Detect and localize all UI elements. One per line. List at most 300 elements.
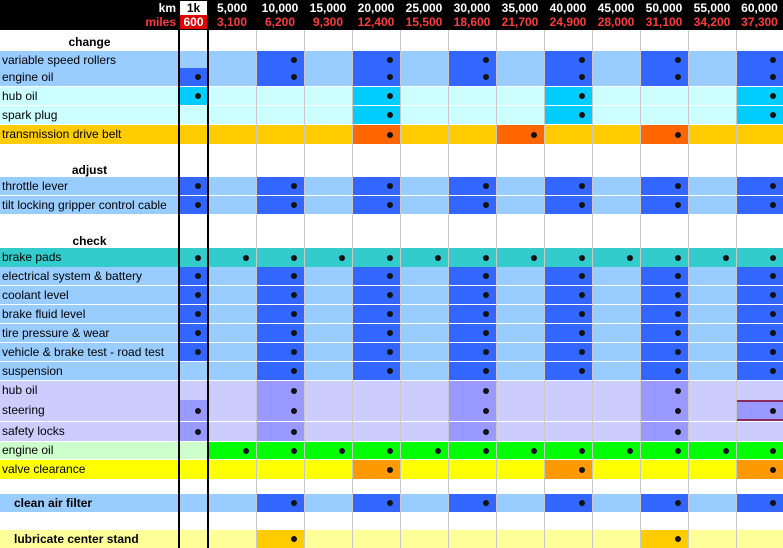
service-cell [688, 51, 736, 69]
service-cell [208, 343, 256, 361]
service-dot-icon [579, 93, 585, 99]
service-cell [592, 343, 640, 361]
service-cell [736, 422, 783, 441]
service-dot-icon [195, 93, 201, 99]
service-cell [304, 267, 352, 285]
row-label: safety locks [2, 424, 65, 438]
service-cell [496, 68, 544, 86]
service-dot-icon [483, 57, 489, 63]
service-dot-icon [675, 448, 681, 454]
service-cell [400, 343, 448, 361]
service-cell [496, 422, 544, 441]
service-cell [592, 51, 640, 69]
service-cell [304, 196, 352, 214]
service-dot-icon [387, 273, 393, 279]
service-cell [592, 87, 640, 105]
service-cell [304, 106, 352, 124]
service-cell [208, 530, 256, 548]
miles-header-cell: 12,400 [357, 15, 395, 29]
service-cell-marked [179, 422, 208, 441]
service-cell-marked [179, 196, 208, 214]
row-label: coolant level [2, 288, 69, 302]
service-dot-icon [339, 255, 345, 261]
service-cell [400, 125, 448, 144]
service-cell [496, 362, 544, 380]
service-dot-icon [675, 388, 681, 394]
service-dot-icon [195, 183, 201, 189]
service-cell [208, 267, 256, 285]
service-cell [448, 530, 496, 548]
service-dot-icon [291, 536, 297, 542]
service-dot-icon [770, 349, 776, 355]
service-dot-icon [291, 255, 297, 261]
service-dot-icon [675, 273, 681, 279]
service-dot-icon [195, 349, 201, 355]
service-dot-icon [243, 255, 249, 261]
service-cell [304, 177, 352, 195]
service-cell [592, 460, 640, 479]
service-cell [592, 267, 640, 285]
service-cell [352, 400, 400, 421]
service-cell [208, 286, 256, 304]
row-label: vehicle & brake test - road test [2, 345, 165, 359]
service-cell [448, 460, 496, 479]
service-cell [304, 305, 352, 323]
service-dot-icon [435, 255, 441, 261]
service-dot-icon [195, 311, 201, 317]
service-dot-icon [195, 202, 201, 208]
service-cell [400, 267, 448, 285]
service-cell [496, 305, 544, 323]
service-dot-icon [579, 330, 585, 336]
grid-line [640, 30, 641, 548]
service-dot-icon [770, 255, 776, 261]
service-cell [256, 460, 304, 479]
service-cell [304, 343, 352, 361]
service-cell-marked [179, 177, 208, 195]
service-dot-icon [770, 500, 776, 506]
service-cell [688, 125, 736, 144]
service-dot-icon [483, 74, 489, 80]
service-dot-icon [483, 388, 489, 394]
row-label: hub oil [2, 89, 38, 103]
service-cell [592, 305, 640, 323]
service-dot-icon [195, 292, 201, 298]
service-cell [688, 106, 736, 124]
service-cell [592, 494, 640, 512]
service-cell [400, 196, 448, 214]
km-header-cell: 25,000 [405, 1, 443, 15]
service-dot-icon [387, 132, 393, 138]
service-dot-icon [770, 202, 776, 208]
service-cell [544, 125, 592, 144]
service-cell [400, 381, 448, 400]
service-dot-icon [339, 448, 345, 454]
service-dot-icon [675, 132, 681, 138]
grid-line [688, 30, 689, 548]
service-cell [736, 125, 783, 144]
service-cell [640, 106, 688, 124]
service-dot-icon [579, 255, 585, 261]
service-cell [256, 125, 304, 144]
service-dot-icon [387, 349, 393, 355]
service-dot-icon [770, 183, 776, 189]
service-dot-icon [291, 57, 297, 63]
service-cell [400, 324, 448, 342]
service-dot-icon [195, 273, 201, 279]
service-dot-icon [770, 93, 776, 99]
km-header-label: km [158, 1, 176, 15]
service-dot-icon [531, 132, 537, 138]
miles-header-cell: 28,000 [597, 15, 635, 29]
service-cell [352, 530, 400, 548]
service-cell [736, 530, 783, 548]
service-cell [208, 196, 256, 214]
service-cell-marked [179, 305, 208, 323]
service-cell [688, 400, 736, 421]
service-dot-icon [291, 183, 297, 189]
service-cell-marked [179, 400, 208, 421]
service-cell [688, 422, 736, 441]
service-cell [688, 343, 736, 361]
service-cell [496, 196, 544, 214]
service-cell [496, 51, 544, 69]
service-cell [400, 362, 448, 380]
service-dot-icon [195, 429, 201, 435]
service-cell [208, 381, 256, 400]
service-dot-icon [579, 74, 585, 80]
service-cell [448, 106, 496, 124]
service-dot-icon [579, 500, 585, 506]
service-dot-icon [483, 330, 489, 336]
service-cell [592, 196, 640, 214]
service-cell [496, 460, 544, 479]
service-dot-icon [579, 292, 585, 298]
service-cell [688, 305, 736, 323]
grid-line [736, 30, 737, 548]
miles-header-cell: 24,900 [549, 15, 587, 29]
row-label: clean air filter [14, 496, 93, 510]
service-cell [208, 125, 256, 144]
service-cell [304, 460, 352, 479]
service-cell [688, 87, 736, 105]
service-cell-marked [179, 68, 208, 86]
service-dot-icon [483, 255, 489, 261]
service-dot-icon [195, 330, 201, 336]
service-dot-icon [387, 74, 393, 80]
service-dot-icon [291, 202, 297, 208]
service-cell [592, 177, 640, 195]
row-label: steering [2, 403, 45, 417]
service-dot-icon [291, 330, 297, 336]
service-cell [688, 68, 736, 86]
row-label: transmission drive belt [2, 127, 122, 141]
service-cell [208, 68, 256, 86]
row-label: valve clearance [2, 462, 86, 476]
service-dot-icon [387, 202, 393, 208]
row-label: hub oil [2, 383, 38, 397]
service-dot-icon [291, 292, 297, 298]
grid-line [400, 30, 401, 548]
service-cell [400, 87, 448, 105]
miles-header-cell: 15,500 [405, 15, 443, 29]
service-cell [400, 422, 448, 441]
service-cell [496, 494, 544, 512]
service-cell [448, 125, 496, 144]
highlight-outline [736, 400, 783, 421]
miles-header-cell: 18,600 [453, 15, 491, 29]
service-cell-marked [179, 87, 208, 105]
service-dot-icon [387, 330, 393, 336]
service-dot-icon [387, 112, 393, 118]
service-cell [400, 286, 448, 304]
service-cell [208, 87, 256, 105]
service-dot-icon [195, 255, 201, 261]
service-dot-icon [675, 408, 681, 414]
row-label: engine oil [2, 443, 54, 457]
service-dot-icon [243, 448, 249, 454]
km-header-cell: 20,000 [357, 1, 395, 15]
service-dot-icon [770, 292, 776, 298]
service-dot-icon [291, 368, 297, 374]
service-dot-icon [579, 202, 585, 208]
service-cell [352, 422, 400, 441]
service-cell [688, 286, 736, 304]
service-cell [179, 530, 208, 548]
service-cell-marked [179, 267, 208, 285]
service-dot-icon [291, 429, 297, 435]
service-cell-marked [179, 286, 208, 304]
service-dot-icon [579, 368, 585, 374]
service-dot-icon [291, 408, 297, 414]
service-dot-icon [723, 255, 729, 261]
service-cell [592, 530, 640, 548]
service-cell [208, 494, 256, 512]
row-label: brake pads [2, 250, 62, 264]
miles-header-cell: 37,300 [741, 15, 778, 29]
service-cell [592, 422, 640, 441]
miles-header-cell: 31,100 [645, 15, 683, 29]
service-cell [208, 400, 256, 421]
service-cell [208, 460, 256, 479]
service-cell [592, 362, 640, 380]
service-dot-icon [387, 183, 393, 189]
service-cell [304, 530, 352, 548]
service-cell [208, 305, 256, 323]
service-dot-icon [579, 311, 585, 317]
service-cell [544, 530, 592, 548]
service-dot-icon [627, 255, 633, 261]
service-dot-icon [675, 368, 681, 374]
service-cell [179, 362, 208, 380]
column-divider [178, 0, 180, 548]
service-cell [688, 494, 736, 512]
service-cell [496, 286, 544, 304]
service-dot-icon [483, 368, 489, 374]
section-title-adjust: adjust [71, 163, 108, 177]
service-dot-icon [435, 448, 441, 454]
service-dot-icon [770, 448, 776, 454]
service-dot-icon [579, 273, 585, 279]
service-dot-icon [770, 368, 776, 374]
service-dot-icon [483, 273, 489, 279]
row-label: tilt locking gripper control cable [2, 198, 167, 212]
service-cell [544, 400, 592, 421]
service-cell [179, 51, 208, 69]
km-header-cell: 60,000 [741, 1, 778, 15]
service-cell [179, 125, 208, 144]
service-cell [688, 324, 736, 342]
km-header-cell: 5,000 [216, 1, 248, 15]
row-label: throttle lever [2, 179, 69, 193]
service-cell [640, 87, 688, 105]
service-dot-icon [579, 349, 585, 355]
row-label: lubricate center stand [14, 532, 139, 546]
service-cell [496, 400, 544, 421]
service-cell [592, 381, 640, 400]
service-dot-icon [483, 448, 489, 454]
service-cell [640, 460, 688, 479]
service-cell [400, 106, 448, 124]
service-dot-icon [291, 349, 297, 355]
service-cell [688, 530, 736, 548]
service-dot-icon [387, 448, 393, 454]
service-dot-icon [291, 448, 297, 454]
service-cell [179, 106, 208, 124]
grid-line [496, 30, 497, 548]
service-cell [400, 400, 448, 421]
service-dot-icon [770, 74, 776, 80]
service-dot-icon [483, 429, 489, 435]
service-cell [496, 530, 544, 548]
service-dot-icon [291, 388, 297, 394]
service-cell [304, 87, 352, 105]
service-cell [496, 343, 544, 361]
service-cell [304, 68, 352, 86]
km-header-cell: 40,000 [549, 1, 587, 15]
row-label: brake fluid level [2, 307, 86, 321]
service-dot-icon [483, 292, 489, 298]
service-cell [496, 324, 544, 342]
service-dot-icon [770, 330, 776, 336]
service-dot-icon [195, 408, 201, 414]
service-dot-icon [675, 74, 681, 80]
service-dot-icon [387, 467, 393, 473]
service-cell [208, 177, 256, 195]
service-dot-icon [675, 500, 681, 506]
service-dot-icon [531, 448, 537, 454]
miles-header-cell: 3,100 [216, 15, 248, 29]
service-dot-icon [483, 500, 489, 506]
service-cell [400, 530, 448, 548]
service-dot-icon [770, 467, 776, 473]
service-dot-icon [675, 311, 681, 317]
service-dot-icon [483, 408, 489, 414]
km-header-cell: 1k [179, 1, 208, 15]
service-cell [304, 381, 352, 400]
service-dot-icon [770, 311, 776, 317]
service-cell [208, 106, 256, 124]
km-header-cell: 35,000 [501, 1, 539, 15]
section-title-check: check [72, 234, 107, 248]
service-dot-icon [387, 57, 393, 63]
service-cell [400, 460, 448, 479]
service-cell [688, 177, 736, 195]
service-cell [352, 381, 400, 400]
service-dot-icon [483, 311, 489, 317]
service-cell [544, 422, 592, 441]
row-label: suspension [2, 364, 63, 378]
service-dot-icon [291, 273, 297, 279]
service-dot-icon [770, 273, 776, 279]
miles-header-cell: 34,200 [693, 15, 731, 29]
service-dot-icon [675, 330, 681, 336]
km-header-cell: 10,000 [261, 1, 299, 15]
service-cell [544, 381, 592, 400]
service-cell [496, 267, 544, 285]
service-dot-icon [387, 292, 393, 298]
service-dot-icon [291, 311, 297, 317]
service-cell [592, 106, 640, 124]
service-cell [688, 460, 736, 479]
service-dot-icon [770, 112, 776, 118]
service-cell [400, 305, 448, 323]
service-dot-icon [579, 448, 585, 454]
service-dot-icon [483, 202, 489, 208]
service-cell [304, 422, 352, 441]
km-header-cell: 45,000 [597, 1, 635, 15]
service-cell [736, 381, 783, 400]
service-dot-icon [387, 255, 393, 261]
service-dot-icon [627, 448, 633, 454]
km-header-cell: 55,000 [693, 1, 731, 15]
service-dot-icon [579, 57, 585, 63]
row-label: electrical system & battery [2, 269, 143, 283]
service-dot-icon [387, 368, 393, 374]
service-cell [592, 324, 640, 342]
row-label: spark plug [2, 108, 58, 122]
service-dot-icon [675, 255, 681, 261]
row-label: tire pressure & wear [2, 326, 110, 340]
service-dot-icon [675, 349, 681, 355]
service-cell [179, 442, 208, 459]
service-dot-icon [387, 500, 393, 506]
service-dot-icon [579, 183, 585, 189]
service-cell [592, 286, 640, 304]
service-dot-icon [387, 311, 393, 317]
section-title-change: change [68, 35, 111, 49]
service-dot-icon [195, 74, 201, 80]
service-dot-icon [723, 448, 729, 454]
service-cell [688, 362, 736, 380]
service-cell [688, 196, 736, 214]
service-cell [304, 125, 352, 144]
miles-header-label: miles [145, 15, 176, 29]
km-header-cell: 15,000 [309, 1, 347, 15]
service-dot-icon [579, 467, 585, 473]
service-cell [400, 68, 448, 86]
service-dot-icon [675, 183, 681, 189]
service-cell [304, 362, 352, 380]
service-cell-marked [179, 248, 208, 267]
row-label: engine oil [2, 70, 54, 84]
service-dot-icon [483, 183, 489, 189]
service-dot-icon [483, 349, 489, 355]
service-cell [496, 381, 544, 400]
row-label: variable speed rollers [2, 53, 117, 67]
km-header-cell: 30,000 [453, 1, 491, 15]
service-cell [592, 400, 640, 421]
